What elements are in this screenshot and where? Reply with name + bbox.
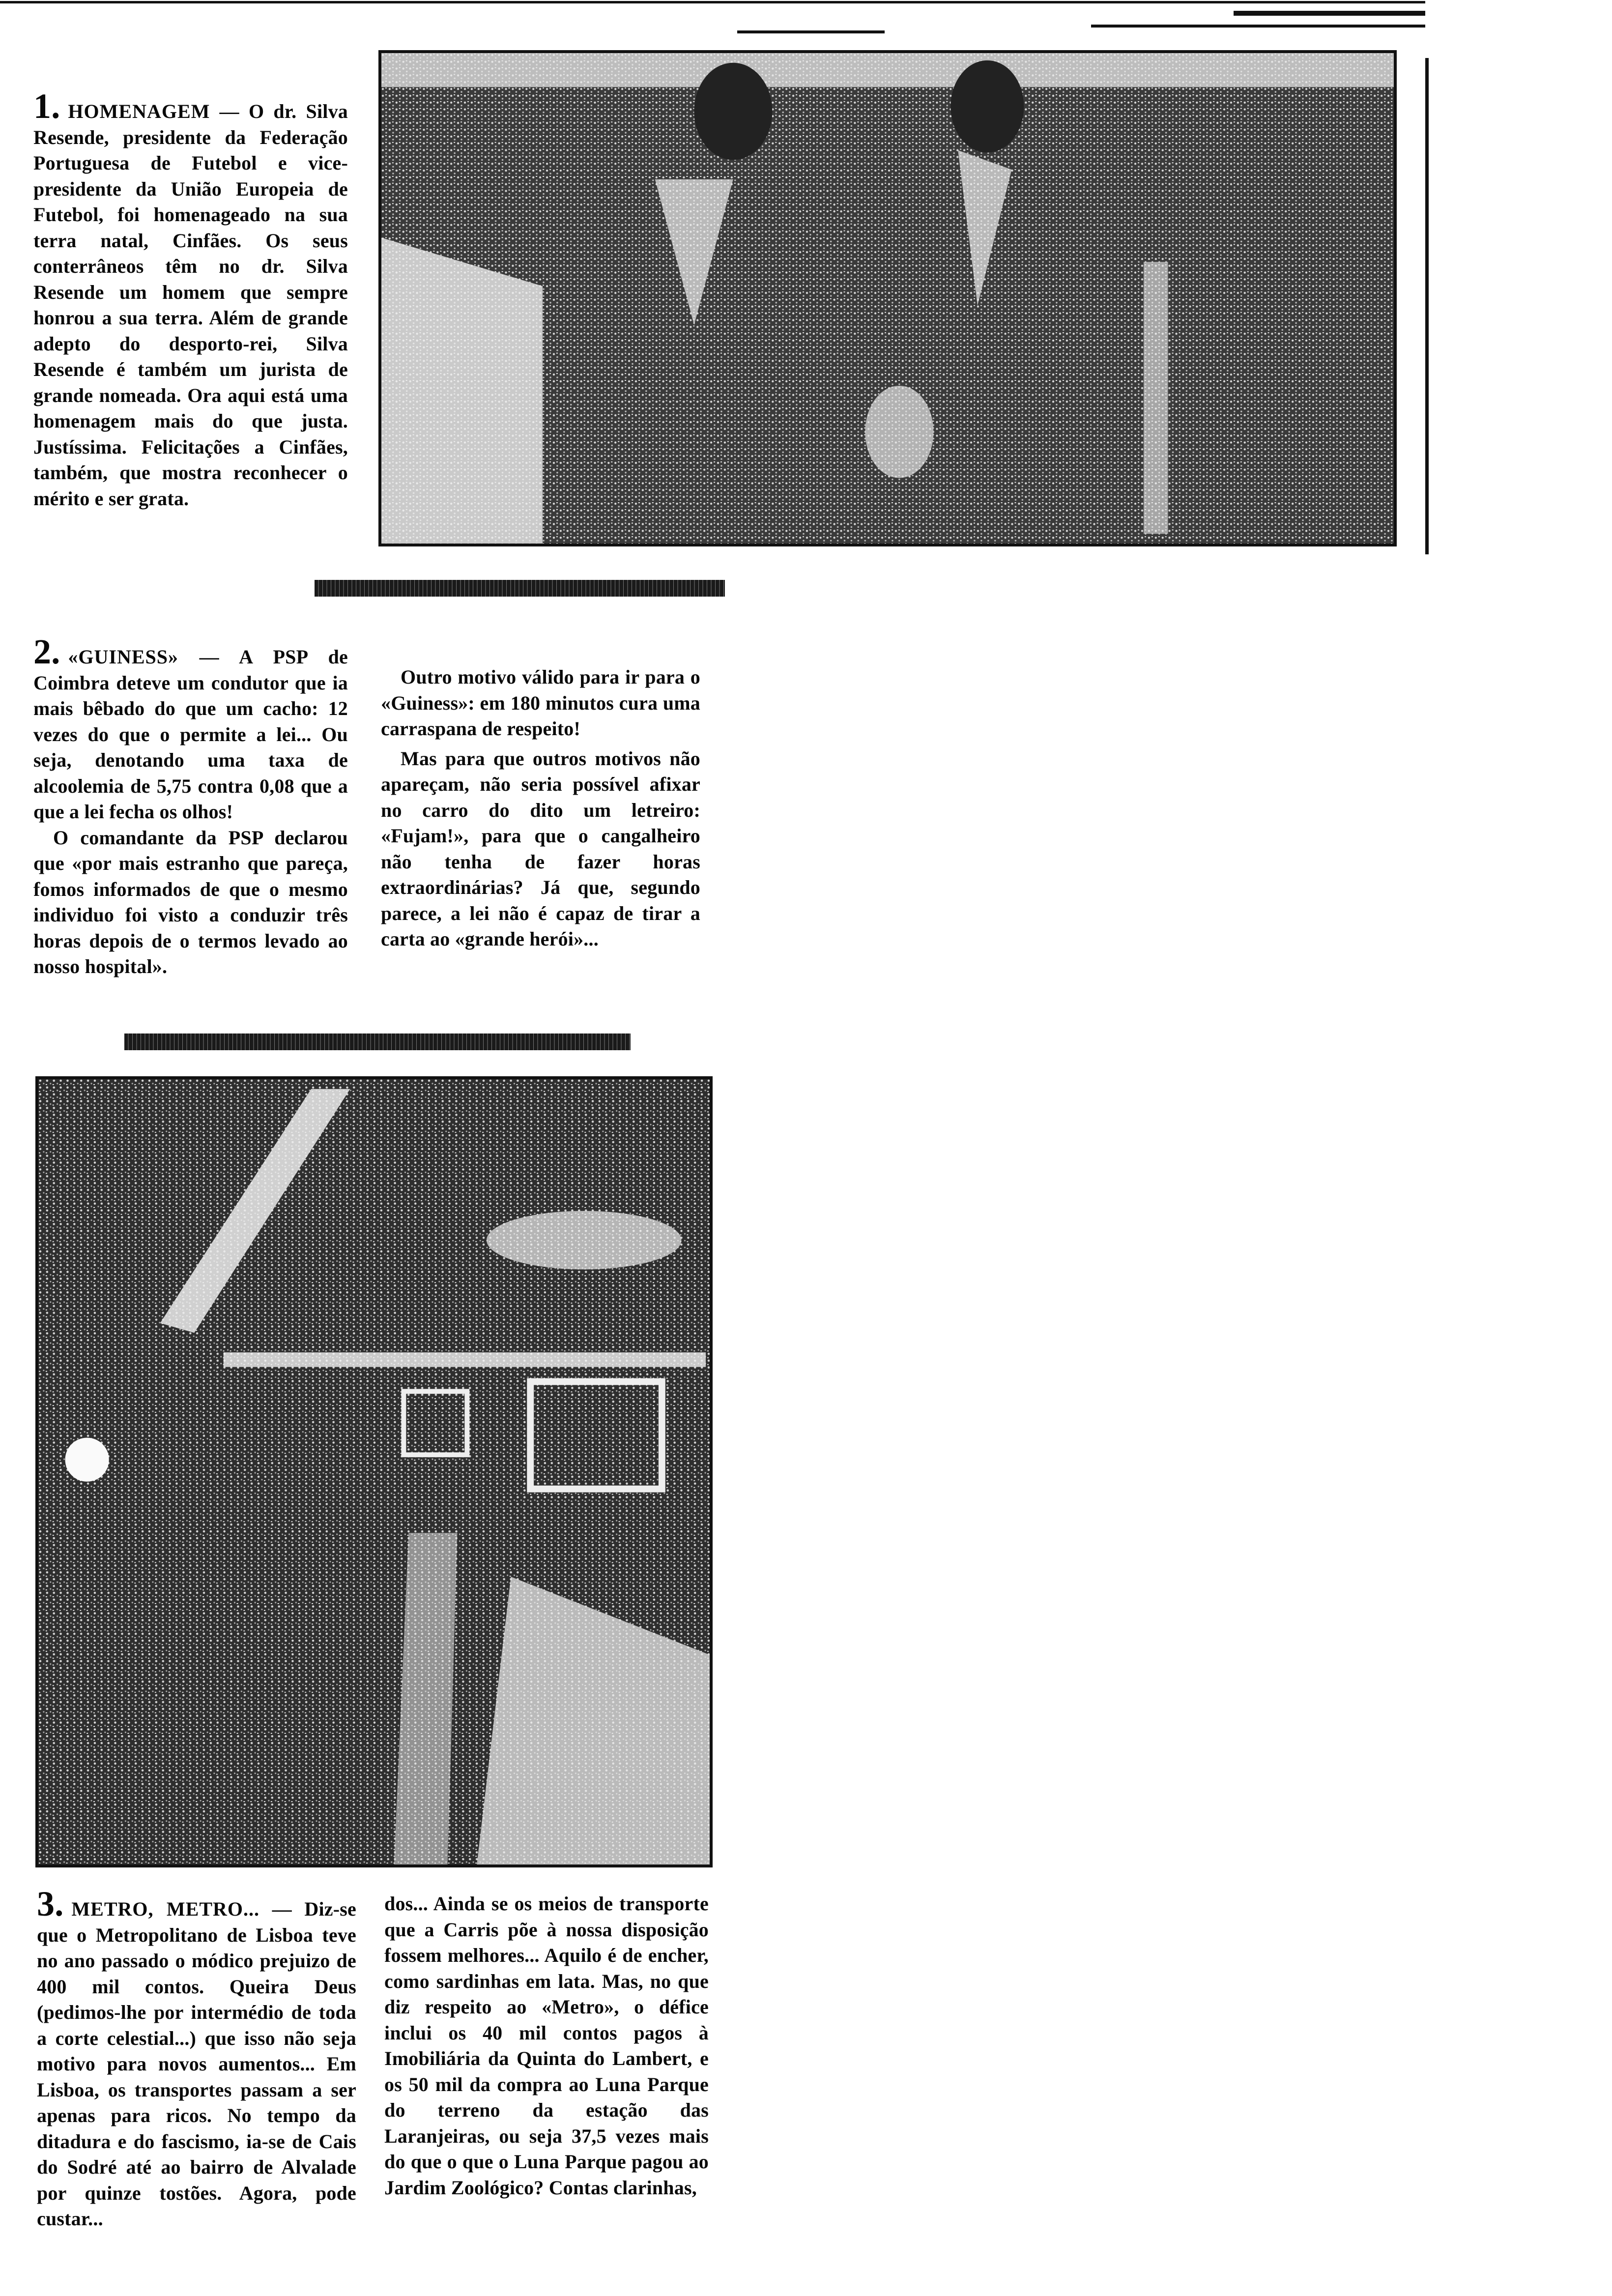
article-paragraph: Outro motivo válido para ir para o «Guiness»: em 180 minutos cura uma carraspana de respeito!: [381, 666, 700, 740]
article-number: 3.: [37, 1884, 64, 1923]
section-divider: [124, 1033, 631, 1050]
article-1: [33, 86, 348, 512]
article-body: A PSP de Coimbra deteve um condutor que ia mais bêbado do que um cacho: 12 vezes do que o permite a lei... Ou seja, denotando uma taxa de alcoolemia de 5,75 contra 0,08 que a que a lei fecha os olhos!: [33, 646, 348, 823]
column-rule: [1425, 58, 1429, 554]
article-paragraph: Mas para que outros motivos não apareçam, não seria possível afixar no carro do dito um letreiro: «Fujam!», para que o cangalheiro não tenha de fazer horas extraordinárias? Já que, segundo parece, a lei não é capaz de tirar a carta ao «grande herói»...: [381, 747, 700, 950]
article-paragraph: dos... Ainda se os meios de transporte que a Carris põe à nossa disposição fossem melhores... Aquilo é de encher, como sardinhas em lata. Mas, no que diz respeito ao «Metro», o défice inclui os 40 mil contos pagos à Imobiliária da Quinta do Lambert, e os 50 mil da compra ao Luna Parque do terreno da estação das Laranjeiras, ou seja 37,5 vezes mais do que o que o Luna Parque pagou ao Jardim Zoológico? Contas clarinhas,: [384, 1893, 709, 2199]
article-paragraph: O comandante da PSP declarou que «por mais estranho que pareça, fomos informados de que o mesmo individuo foi visto a conduzir três horas depois de o termos levado ao nosso hospital».: [33, 826, 348, 977]
section-divider: [315, 580, 725, 597]
decorative-rule: [737, 30, 885, 33]
article-number: 2.: [33, 632, 60, 671]
article-2-col-1: [33, 632, 348, 980]
article-body: O dr. Silva Resende, presidente da Federação Portuguesa de Futebol e vice-presidente da União Europeia de Futebol, foi homenageado na sua terra natal, Cinfães. Os seus conterrâneos têm no dr. Silva Resende um homem que sempre honrou a sua terra. Além de grande adepto do desporto-rei, Silva Resende é também um jurista de grande nomeada. Ora aqui está uma homenagem mais do que justa. Justíssima. Felicitações a Cinfães, também, que mostra reconhecer o mérito e ser grata.: [33, 100, 348, 510]
dash: —: [178, 646, 239, 668]
article-headline: «GUINESS»: [68, 646, 179, 668]
article-3-col-2: [384, 1891, 709, 2201]
article-number: 1.: [33, 86, 60, 126]
photo-metro: [35, 1076, 713, 1867]
dash: —: [210, 100, 249, 122]
photo-halftone-icon: [38, 1079, 710, 1865]
article-3-col-1: [37, 1884, 356, 2232]
decorative-rule: [1091, 25, 1425, 28]
dash: —: [259, 1898, 305, 1920]
photo-halftone-icon: [381, 53, 1394, 544]
top-rule: [0, 1, 1425, 3]
article-body: Diz-se que o Metropolitano de Lisboa teve no ano passado o módico prejuizo de 400 mil contos. Queira Deus (pedimos-lhe por intermédio de toda a corte celestial...) que isso não seja motivo para novos aumentos... Em Lisboa, os transportes passam a ser apenas para ricos. No tempo da ditadura e do fascismo, ia-se de Cais do Sodré até ao bairro de Alvalade por quinze tostões. Agora, pode custar...: [37, 1898, 356, 2230]
article-headline: METRO, METRO...: [71, 1898, 260, 1920]
photo-homenagem: [378, 50, 1397, 546]
article-headline: HOMENAGEM: [68, 100, 210, 122]
decorative-rule: [1234, 11, 1425, 16]
article-2-col-2: [381, 639, 700, 952]
